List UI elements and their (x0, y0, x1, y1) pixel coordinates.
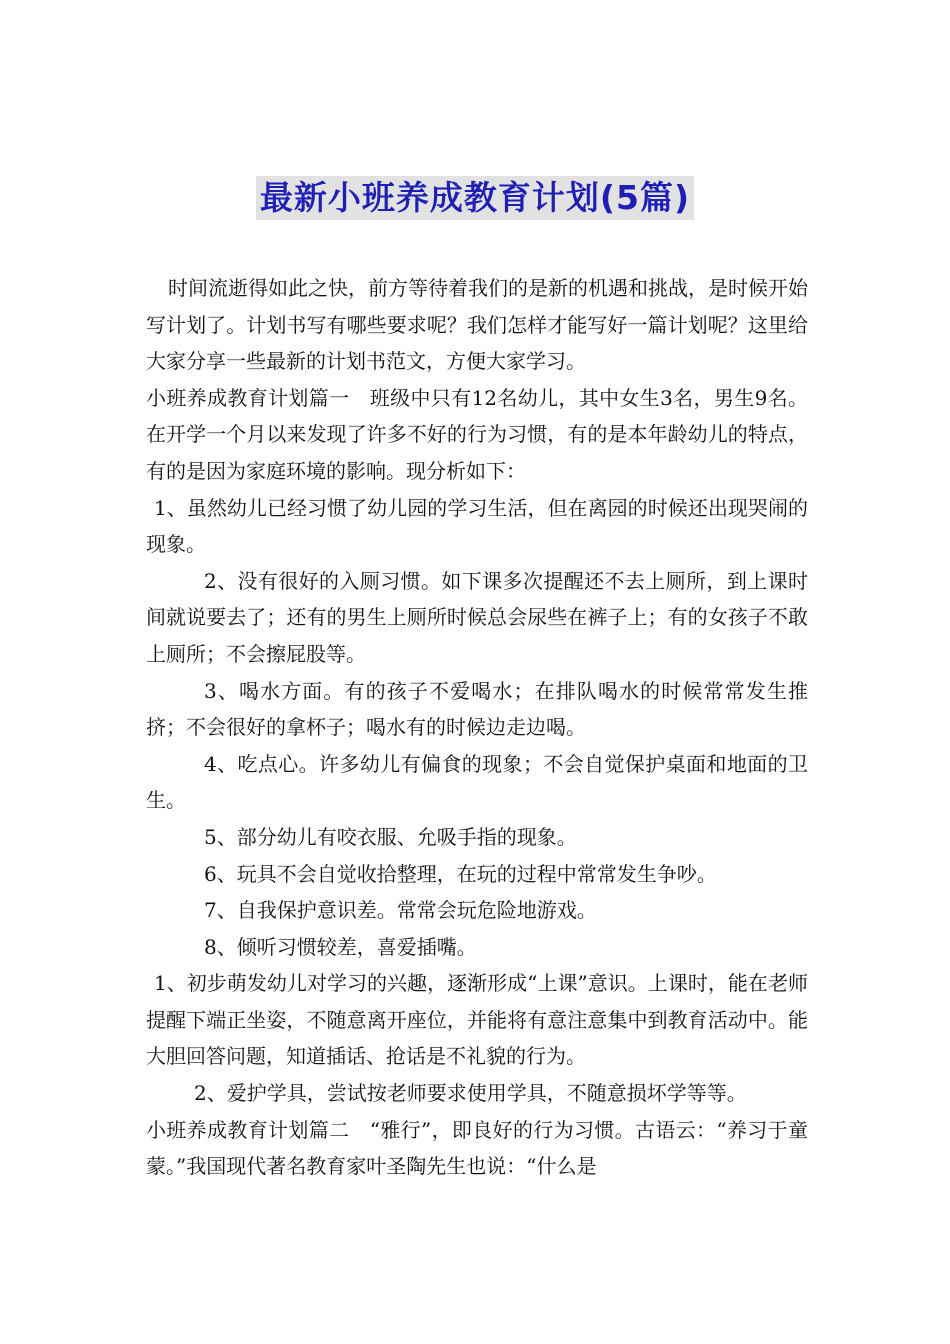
document-body (146, 270, 808, 1185)
part-two-paragraph: 小班养成教育计划篇二 “雅行”，即良好的行为习惯。古语云：“养习于童蒙。”我国现代著名教育家叶圣陶先生也说：“什么是 (146, 1117, 808, 1179)
list-item-7: 7、自我保护意识差。常常会玩危险地游戏。 (204, 898, 597, 923)
list-item-8: 8、倾听习惯较差，喜爱插嘴。 (204, 934, 477, 959)
document-title: 最新小班养成教育计划(5篇) (256, 176, 694, 220)
list-item-3: 3、喝水方面。有的孩子不爱喝水；在排队喝水的时候常常发生推挤；不会很好的拿杯子；喝水有的时候边走边喝。 (146, 678, 808, 740)
list-item-5: 5、部分幼儿有咬衣服、允吸手指的现象。 (204, 824, 577, 849)
goal-item-1: 1、初步萌发幼儿对学习的兴趣，逐渐形成“上课”意识。上课时，能在老师提醒下端正坐姿，不随意离开座位，并能将有意注意集中到教育活动中。能大胆回答问题，知道插话、抢话是不礼貌的行为。 (146, 971, 808, 1069)
list-item-4: 4、吃点心。许多幼儿有偏食的现象；不会自觉保护桌面和地面的卫生。 (146, 751, 808, 813)
title-container (0, 176, 950, 220)
list-item-6: 6、玩具不会自觉收拾整理，在玩的过程中常常发生争吵。 (204, 861, 717, 886)
part-one-paragraph: 小班养成教育计划篇一 班级中只有12名幼儿，其中女生3名，男生9名。在开学一个月以来发现了许多不好的行为习惯，有的是本年龄幼儿的特点，有的是因为家庭环境的影响。现分析如下： (146, 385, 808, 483)
intro-paragraph: 时间流逝得如此之快，前方等待着我们的是新的机遇和挑战，是时候开始写计划了。计划书写有哪些要求呢？我们怎样才能写好一篇计划呢？这里给大家分享一些最新的计划书范文，方便大家学习。 (146, 276, 808, 374)
list-item-1: 1、虽然幼儿已经习惯了幼儿园的学习生活，但在离园的时候还出现哭闹的现象。 (146, 495, 808, 557)
list-item-2: 2、没有很好的入厕习惯。如下课多次提醒还不去上厕所，到上课时间就说要去了；还有的男生上厕所时候总会尿些在裤子上；有的女孩子不敢上厕所；不会擦屁股等。 (146, 568, 808, 666)
goal-item-2: 2、爱护学具，尝试按老师要求使用学具，不随意损坏学等等。 (194, 1081, 747, 1106)
